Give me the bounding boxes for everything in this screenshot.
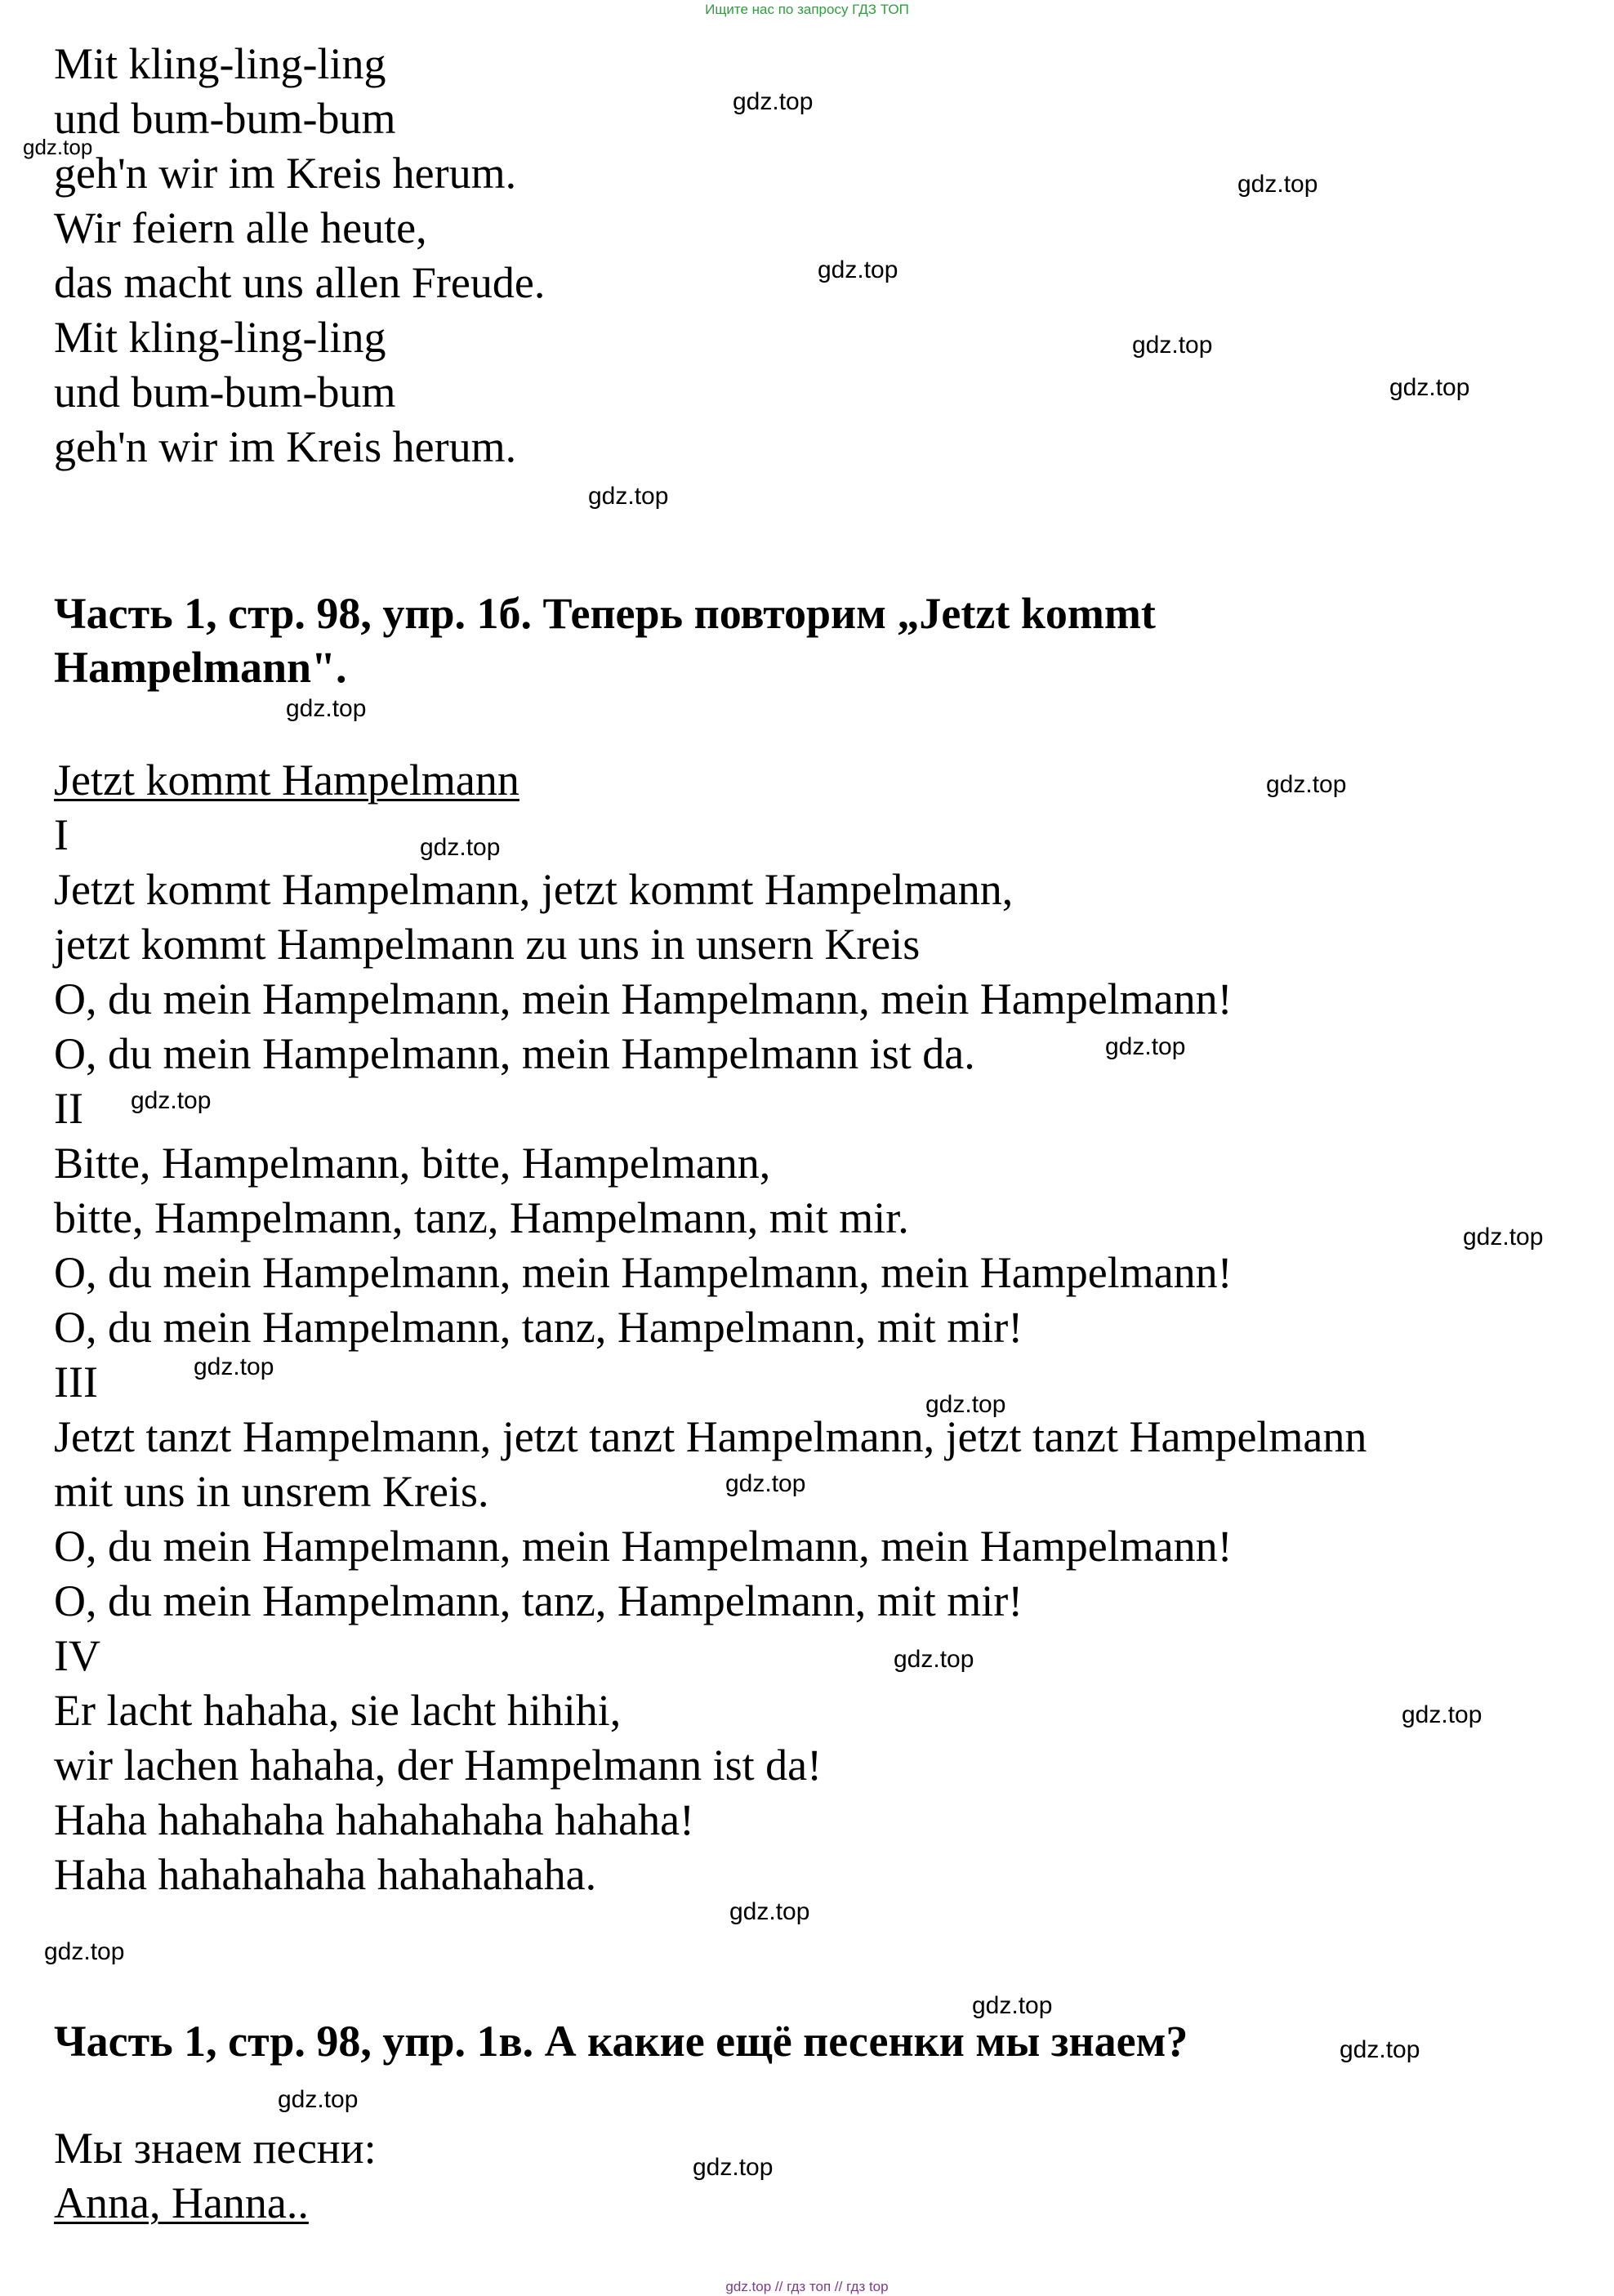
lyric-line: Jetzt tanzt Hampelmann, jetzt tanzt Hampelmann, jetzt tanzt Hampelmann — [54, 1412, 1367, 1461]
lyric-line: mit uns in unsrem Kreis. — [54, 1467, 489, 1516]
section-heading-1b — [54, 586, 1540, 694]
watermark: gdz.top — [420, 834, 501, 861]
lyric-line: Mit kling-ling-ling — [54, 313, 386, 362]
watermark: gdz.top — [733, 88, 814, 115]
watermark: gdz.top — [588, 483, 669, 510]
watermark: gdz.top — [925, 1391, 1006, 1418]
answer-songs: Anna, Hanna.. — [54, 2178, 309, 2227]
lyric-line: O, du mein Hampelmann, tanz, Hampelmann, mit mir! — [54, 1303, 1023, 1352]
section-1c-answer — [54, 2121, 1540, 2231]
lyric-line: und bum-bum-bum — [54, 94, 396, 143]
watermark: gdz.top — [725, 1470, 806, 1497]
watermark: gdz.top — [1389, 374, 1470, 401]
lyric-line: Er lacht hahaha, sie lacht hihihi, — [54, 1686, 622, 1735]
lyric-line: Haha hahahaha hahahahaha hahaha! — [54, 1795, 695, 1844]
song-title: Jetzt kommt Hampelmann — [54, 756, 519, 805]
lyric-line: und bum-bum-bum — [54, 368, 396, 417]
lyric-line: geh'n wir im Kreis herum. — [54, 422, 517, 471]
heading-line: Часть 1, стр. 98, упр. 1в. А какие ещё песенки мы знаем? — [54, 2017, 1188, 2066]
lyric-line: Jetzt kommt Hampelmann, jetzt kommt Hampelmann, — [54, 865, 1014, 914]
watermark: gdz.top — [729, 1898, 810, 1925]
verse-number: II — [54, 1084, 83, 1133]
lyric-line: Bitte, Hampelmann, bitte, Hampelmann, — [54, 1139, 771, 1188]
lyric-line: O, du mein Hampelmann, mein Hampelmann ist da. — [54, 1029, 975, 1078]
watermark: gdz.top — [693, 2154, 774, 2181]
watermark: gdz.top — [23, 135, 93, 159]
watermark: gdz.top — [894, 1646, 974, 1673]
lyric-line: geh'n wir im Kreis herum. — [54, 149, 517, 198]
section-heading-1c — [54, 2014, 1540, 2068]
lyric-line: bitte, Hampelmann, tanz, Hampelmann, mit mir. — [54, 1193, 909, 1242]
lyric-line: wir lachen hahaha, der Hampelmann ist da! — [54, 1741, 823, 1790]
answer-intro: Мы знаем песни: — [54, 2124, 377, 2173]
watermark: gdz.top — [1402, 1701, 1482, 1728]
verse-number: III — [54, 1358, 98, 1407]
lyric-line: O, du mein Hampelmann, mein Hampelmann, mein Hampelmann! — [54, 974, 1233, 1023]
watermark: gdz.top — [286, 695, 367, 722]
lyric-line: Mit kling-ling-ling — [54, 39, 386, 88]
watermark: gdz.top — [818, 256, 898, 283]
watermark: gdz.top — [1266, 771, 1347, 798]
lyric-line: Wir feiern alle heute, — [54, 203, 427, 252]
watermark: gdz.top — [1340, 2036, 1420, 2063]
watermark: gdz.top — [44, 1938, 125, 1965]
watermark: gdz.top — [1463, 1224, 1544, 1251]
watermark: gdz.top — [1105, 1033, 1186, 1060]
lyric-line: das macht uns allen Freude. — [54, 258, 546, 307]
lyric-line: O, du mein Hampelmann, mein Hampelmann, mein Hampelmann! — [54, 1522, 1233, 1571]
watermark: gdz.top — [1132, 332, 1213, 359]
lyric-line: O, du mein Hampelmann, tanz, Hampelmann, mit mir! — [54, 1576, 1023, 1625]
watermark: gdz.top — [278, 2086, 359, 2113]
heading-line: Hampelmann". — [54, 643, 347, 692]
heading-line: Часть 1, стр. 98, упр. 1б. Теперь повторим „Jetzt kommt — [54, 589, 1156, 638]
watermark: gdz.top — [972, 1992, 1053, 2019]
top-banner[interactable]: Ищите нас по запросу ГДЗ ТОП — [705, 2, 909, 17]
watermark: gdz.top — [194, 1353, 274, 1380]
lyric-line: Haha hahahahaha hahahahaha. — [54, 1850, 597, 1899]
watermark: gdz.top — [131, 1087, 212, 1114]
footer-links[interactable]: gdz.top // гдз топ // гдз top — [725, 2279, 889, 2294]
lyric-line: O, du mein Hampelmann, mein Hampelmann, mein Hampelmann! — [54, 1248, 1233, 1297]
verse-number: IV — [54, 1631, 100, 1680]
watermark: gdz.top — [1237, 171, 1318, 198]
lyric-line: jetzt kommt Hampelmann zu uns in unsern Kreis — [54, 920, 921, 969]
song-2 — [54, 753, 1540, 1902]
verse-number: I — [54, 810, 69, 859]
